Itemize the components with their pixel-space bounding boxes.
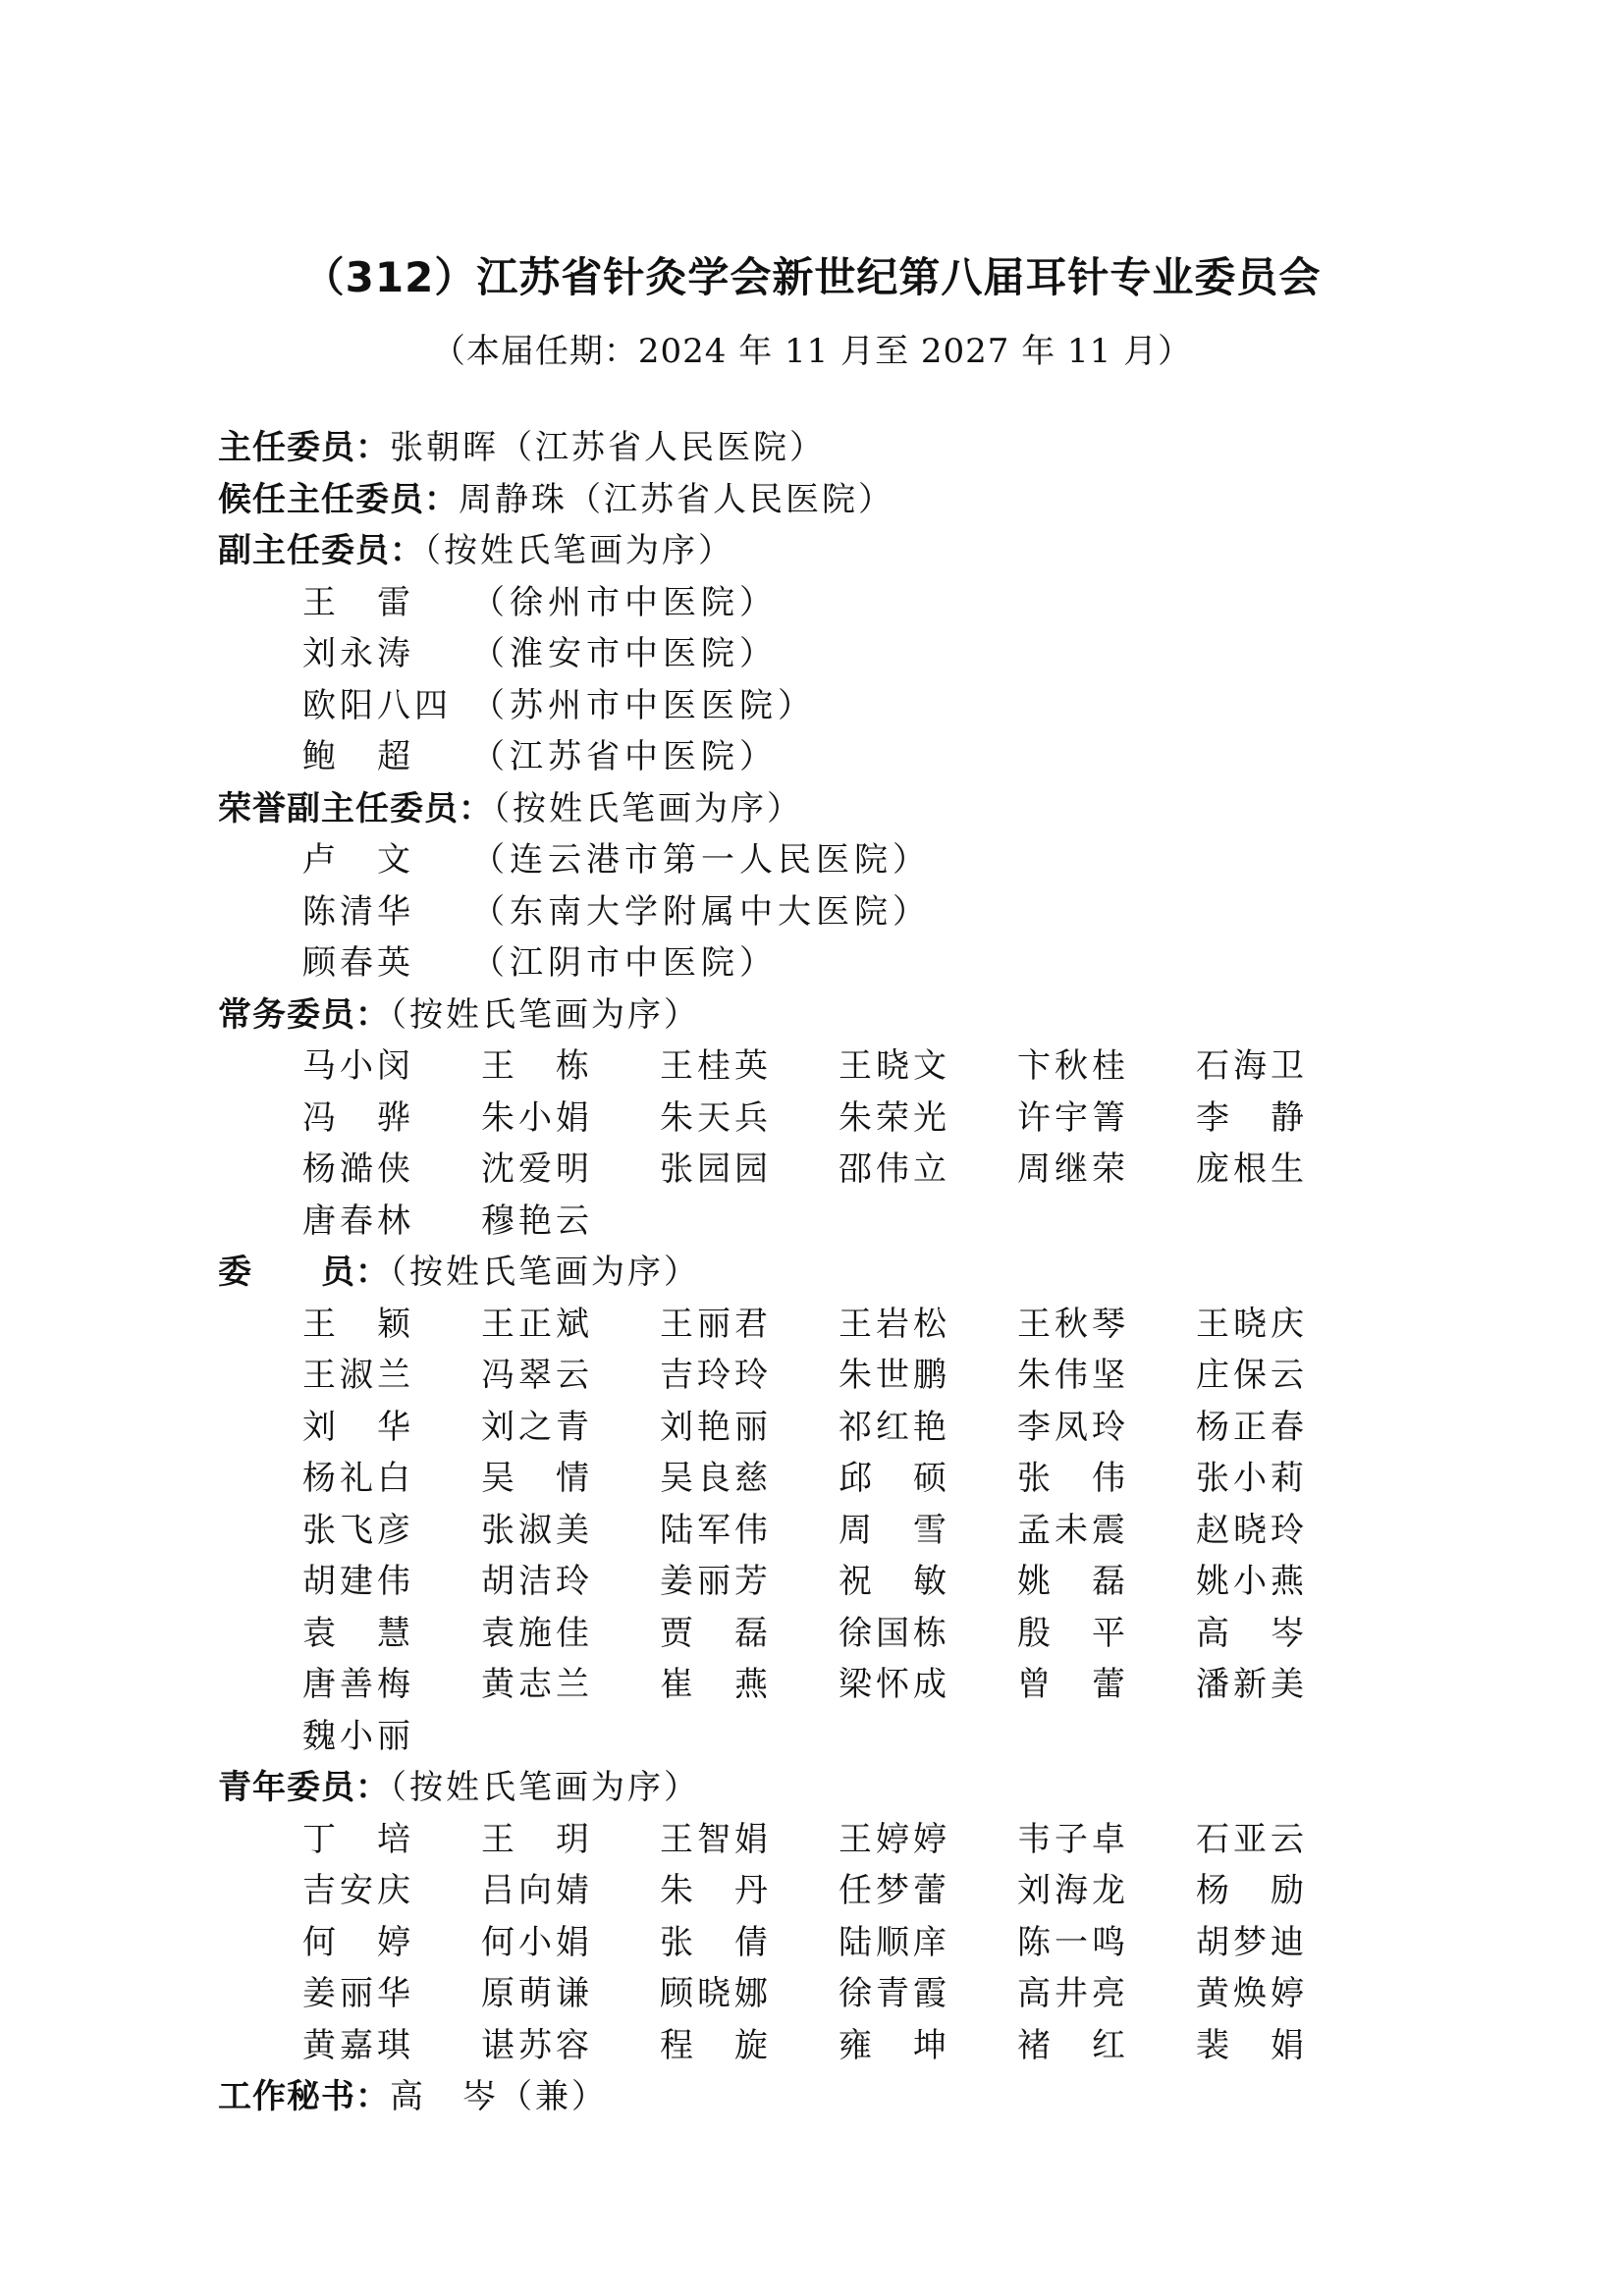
person-name: 陈清华 — [302, 891, 414, 932]
member-name: 王 玥 — [481, 1819, 593, 1859]
term-period: （本届任期：2024 年 11 月至 2027 年 11 月） — [431, 332, 1193, 371]
member-name: 卞秋桂 — [1017, 1046, 1129, 1086]
member-name: 胡梦迪 — [1196, 1922, 1308, 1962]
member-name: 黄焕婷 — [1196, 1974, 1308, 2013]
name-row — [302, 1917, 1347, 1969]
member-name: 石海卫 — [1196, 1046, 1308, 1086]
member-name: 李凤玲 — [1017, 1407, 1129, 1447]
name-row — [302, 1814, 1347, 1866]
members-grid — [218, 1299, 1347, 1763]
name-row — [302, 1093, 1347, 1145]
member-name: 殷 平 — [1017, 1613, 1129, 1653]
vice-chairs-list — [218, 577, 1347, 783]
name-row — [302, 1350, 1347, 1402]
member-name: 褚 红 — [1017, 2025, 1129, 2065]
member-name: 任梦蕾 — [839, 1871, 950, 1910]
member-name: 胡洁玲 — [481, 1562, 593, 1601]
person-org: （东南大学附属中大医院） — [471, 891, 931, 932]
name-row — [302, 1659, 1347, 1711]
member-name: 胡建伟 — [302, 1562, 414, 1601]
chair-label: 主任委员： — [218, 428, 390, 467]
member-name: 谌苏容 — [481, 2025, 593, 2065]
member-name: 庄保云 — [1196, 1356, 1308, 1395]
member-name: 丁 培 — [302, 1819, 414, 1859]
member-name: 崔 燕 — [660, 1665, 772, 1704]
member-name: 黄嘉琪 — [302, 2025, 414, 2065]
member-name: 穆艳云 — [481, 1201, 593, 1241]
committee-list — [218, 422, 1347, 2123]
member-name: 魏小丽 — [302, 1716, 414, 1756]
member-name: 周 雪 — [839, 1510, 950, 1550]
member-name: 朱小娟 — [481, 1097, 593, 1138]
member-name: 王晓庆 — [1196, 1304, 1308, 1344]
member-name: 张小莉 — [1196, 1459, 1308, 1498]
person-org: （淮安市中医院） — [471, 634, 778, 673]
members-heading — [218, 1247, 1347, 1299]
person-name: 欧阳八四 — [302, 685, 452, 725]
person-line — [218, 886, 1347, 938]
person-org: （徐州市中医院） — [471, 582, 778, 622]
member-name: 雍 坤 — [839, 2025, 950, 2065]
member-name: 朱世鹏 — [839, 1356, 950, 1395]
member-name: 朱伟坚 — [1017, 1356, 1129, 1395]
vice-chairs-heading — [218, 525, 1347, 577]
member-name: 裴 娟 — [1196, 2025, 1308, 2065]
member-name: 王淑兰 — [302, 1356, 414, 1395]
member-name: 吉玲玲 — [660, 1356, 772, 1395]
youth-members-grid — [218, 1814, 1347, 2072]
member-name: 高井亮 — [1017, 1974, 1129, 2013]
member-name: 王晓文 — [839, 1046, 950, 1086]
member-name: 祁红艳 — [839, 1407, 950, 1447]
person-name: 鲍 超 — [302, 737, 414, 776]
member-name: 袁施佳 — [481, 1613, 593, 1653]
vice-chairs-note: （按姓氏笔画为序） — [424, 531, 734, 570]
member-name: 沈爱明 — [481, 1149, 593, 1189]
member-name: 何 婷 — [302, 1922, 414, 1962]
member-name: 唐春林 — [302, 1201, 414, 1241]
member-name: 袁 慧 — [302, 1613, 414, 1653]
member-name: 周继荣 — [1017, 1149, 1129, 1189]
member-name: 孟未震 — [1017, 1510, 1129, 1550]
member-name: 李 静 — [1196, 1097, 1308, 1138]
member-name: 原萌谦 — [481, 1974, 593, 2013]
person-name: 王 雷 — [302, 582, 414, 622]
person-line — [218, 628, 1347, 680]
person-name: 顾春英 — [302, 943, 414, 983]
person-org: （苏州市中医医院） — [471, 685, 816, 725]
person-line — [218, 731, 1347, 783]
person-org: （江苏省中医院） — [471, 737, 778, 776]
member-name: 张 伟 — [1017, 1459, 1129, 1498]
document-title: （312）江苏省针灸学会新世纪第八届耳针专业委员会 — [302, 253, 1322, 301]
member-name: 徐青霞 — [839, 1974, 950, 2013]
standing-members-label: 常务委员： — [218, 994, 390, 1035]
member-name: 石亚云 — [1196, 1819, 1308, 1859]
member-name: 何小娟 — [481, 1922, 593, 1962]
secretary-value: 高 岑（兼） — [390, 2077, 608, 2116]
member-name: 许宇箐 — [1017, 1097, 1129, 1138]
name-row — [302, 1144, 1347, 1196]
member-name: 吕向婧 — [481, 1871, 593, 1910]
member-name: 陆顺庠 — [839, 1922, 950, 1962]
member-name: 梁怀成 — [839, 1665, 950, 1704]
member-name: 杨正春 — [1196, 1407, 1308, 1447]
member-name: 朱荣光 — [839, 1097, 950, 1138]
member-name: 王丽君 — [660, 1304, 772, 1344]
member-name: 程 旋 — [660, 2025, 772, 2065]
name-row — [302, 1041, 1347, 1093]
member-name: 吉安庆 — [302, 1871, 414, 1910]
member-name: 刘之青 — [481, 1407, 593, 1447]
standing-members-note: （按姓氏笔画为序） — [390, 994, 700, 1035]
member-name: 黄志兰 — [481, 1665, 593, 1704]
name-row — [302, 1968, 1347, 2020]
member-name: 庞根生 — [1196, 1149, 1308, 1189]
member-name: 邵伟立 — [839, 1149, 950, 1189]
member-name: 朱天兵 — [660, 1097, 772, 1138]
member-name: 韦子卓 — [1017, 1819, 1129, 1859]
honorary-vice-chairs-heading — [218, 783, 1347, 835]
member-name: 刘 华 — [302, 1407, 414, 1447]
member-name: 王 颖 — [302, 1304, 414, 1344]
member-name: 杨澔侠 — [302, 1149, 414, 1189]
member-name: 王 栋 — [481, 1046, 593, 1086]
youth-members-note: （按姓氏笔画为序） — [390, 1768, 700, 1807]
name-row — [302, 1556, 1347, 1608]
member-name: 姜丽华 — [302, 1974, 414, 2013]
member-name: 冯翠云 — [481, 1356, 593, 1395]
member-name: 杨 励 — [1196, 1871, 1308, 1910]
members-note: （按姓氏笔画为序） — [390, 1253, 700, 1292]
name-row — [302, 1865, 1347, 1917]
person-name: 刘永涛 — [302, 634, 414, 673]
member-name: 潘新美 — [1196, 1665, 1308, 1704]
member-name: 张淑美 — [481, 1510, 593, 1550]
standing-members-grid — [218, 1041, 1347, 1247]
member-name: 王婷婷 — [839, 1819, 950, 1859]
name-row — [302, 1196, 1347, 1248]
youth-members-heading — [218, 1762, 1347, 1814]
secretary-label: 工作秘书： — [218, 2077, 390, 2116]
members-label: 委 员： — [218, 1253, 390, 1292]
chair-value: 张朝晖（江苏省人民医院） — [390, 428, 826, 467]
name-row — [302, 1402, 1347, 1454]
name-row — [302, 1711, 1347, 1763]
member-name: 赵晓玲 — [1196, 1510, 1308, 1550]
member-name: 陈一鸣 — [1017, 1922, 1129, 1962]
name-row — [302, 1608, 1347, 1660]
member-name: 姚 磊 — [1017, 1562, 1129, 1601]
member-name: 冯 骅 — [302, 1097, 414, 1138]
member-name: 顾晓娜 — [660, 1974, 772, 2013]
member-name: 贾 磊 — [660, 1613, 772, 1653]
member-name: 王秋琴 — [1017, 1304, 1129, 1344]
member-name: 唐善梅 — [302, 1665, 414, 1704]
name-row — [302, 2020, 1347, 2072]
youth-members-label: 青年委员： — [218, 1768, 390, 1807]
chair-line — [218, 422, 1347, 474]
member-name: 刘海龙 — [1017, 1871, 1129, 1910]
member-name: 吴 情 — [481, 1459, 593, 1498]
person-line — [218, 834, 1347, 886]
member-name: 朱 丹 — [660, 1871, 772, 1910]
member-name: 高 岑 — [1196, 1613, 1308, 1653]
member-name: 陆军伟 — [660, 1510, 772, 1550]
person-org: （连云港市第一人民医院） — [471, 840, 931, 880]
member-name: 杨礼白 — [302, 1459, 414, 1498]
person-line — [218, 680, 1347, 732]
honorary-vice-chairs-label: 荣誉副主任委员： — [218, 788, 493, 828]
chair-elect-value: 周静珠（江苏省人民医院） — [459, 479, 894, 519]
member-name: 张园园 — [660, 1149, 772, 1189]
vice-chairs-label: 副主任委员： — [218, 531, 424, 570]
honorary-vice-chairs-note: （按姓氏笔画为序） — [493, 788, 803, 828]
member-name: 徐国栋 — [839, 1613, 950, 1653]
name-row — [302, 1453, 1347, 1505]
member-name: 王桂英 — [660, 1046, 772, 1086]
member-name: 吴良慈 — [660, 1459, 772, 1498]
member-name: 祝 敏 — [839, 1562, 950, 1601]
chair-elect-line — [218, 474, 1347, 526]
secretary-line — [218, 2071, 1347, 2123]
member-name: 张飞彦 — [302, 1510, 414, 1550]
honorary-vice-chairs-list — [218, 834, 1347, 989]
member-name: 邱 硕 — [839, 1459, 950, 1498]
member-name: 马小闵 — [302, 1046, 414, 1086]
standing-members-heading — [218, 989, 1347, 1041]
name-row — [302, 1505, 1347, 1557]
member-name: 张 倩 — [660, 1922, 772, 1962]
member-name: 王正斌 — [481, 1304, 593, 1344]
person-name: 卢 文 — [302, 840, 414, 880]
member-name: 刘艳丽 — [660, 1407, 772, 1447]
person-line — [218, 577, 1347, 629]
name-row — [302, 1299, 1347, 1351]
person-line — [218, 937, 1347, 989]
chair-elect-label: 候任主任委员： — [218, 479, 459, 519]
member-name: 姜丽芳 — [660, 1562, 772, 1601]
member-name: 王智娟 — [660, 1819, 772, 1859]
person-org: （江阴市中医院） — [471, 943, 778, 983]
member-name: 姚小燕 — [1196, 1562, 1308, 1601]
member-name: 曾 蕾 — [1017, 1665, 1129, 1704]
member-name: 王岩松 — [839, 1304, 950, 1344]
